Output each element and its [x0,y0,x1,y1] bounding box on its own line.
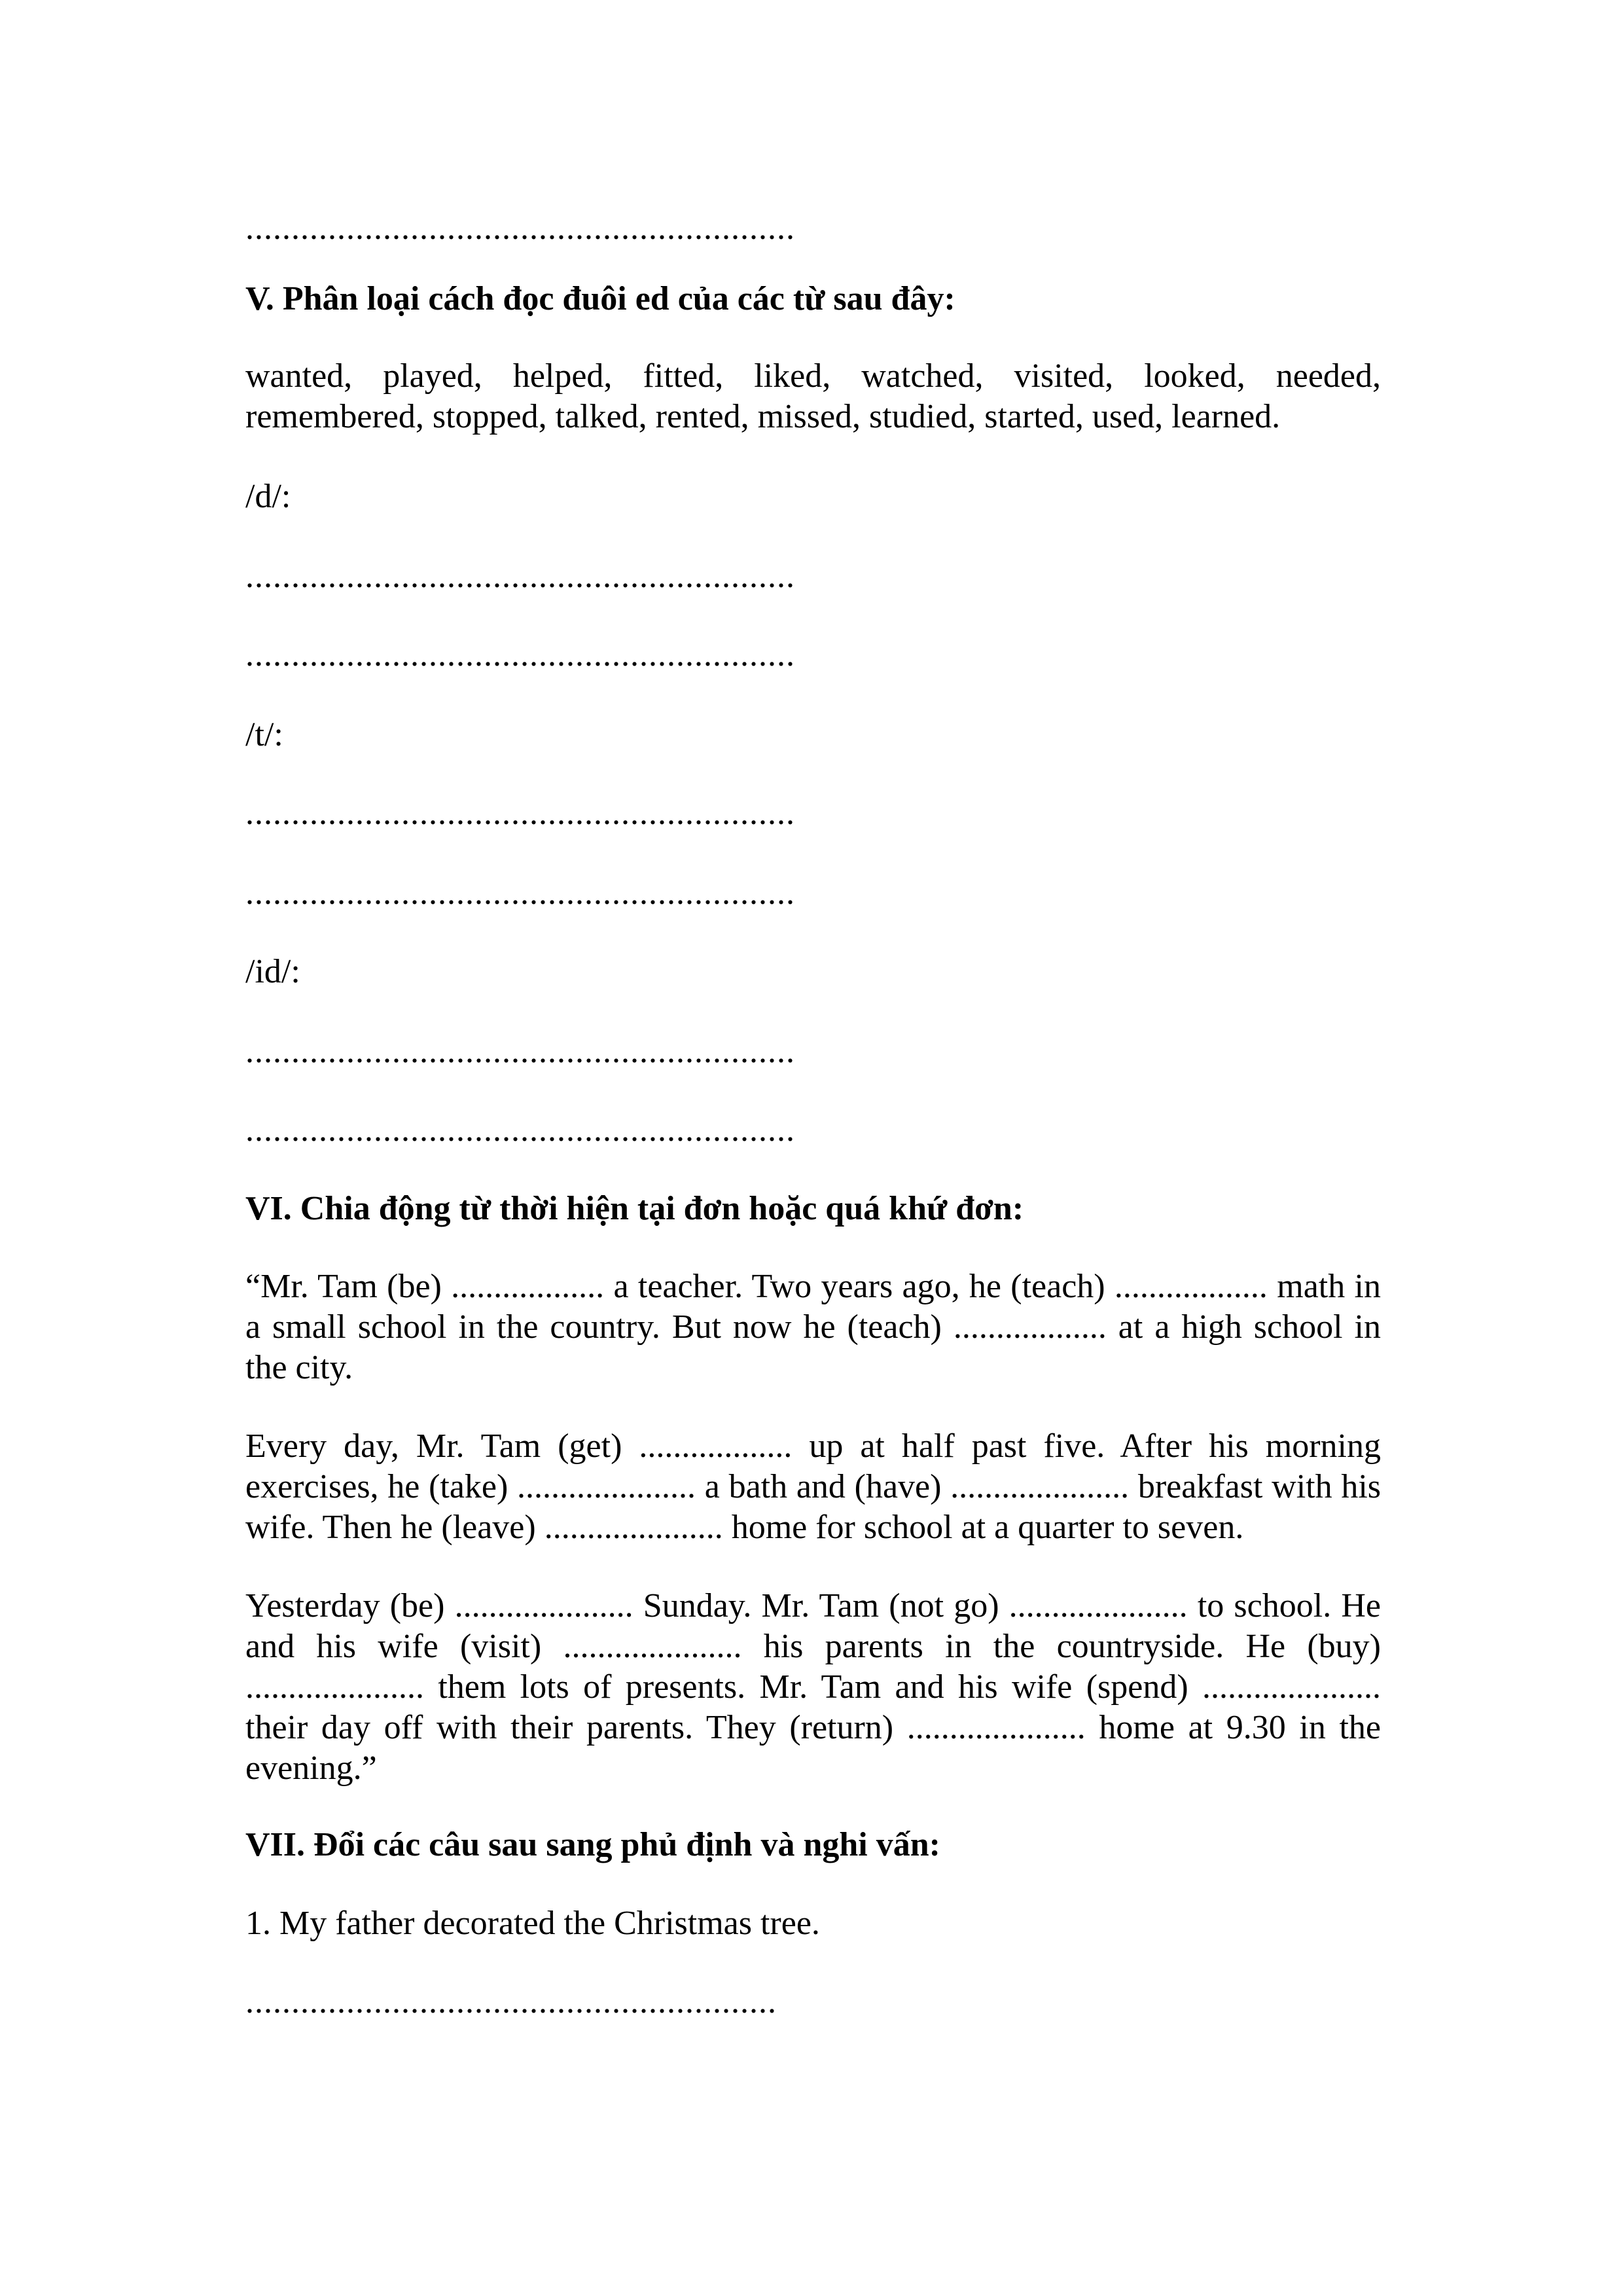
answer-line: ............................................................ [245,795,795,832]
paragraph: Yesterday (be) ..................... Sunday. Mr. Tam (not go) ..................... to school. He and his wife (visit) ..................... his parents in the countryside. He (buy) ..................... them lots of presents. Mr. Tam and his wife (spend) ..................... their day off with their parents. They (return) ..................... home at 9.30 in the evening.” [245,1587,1381,1787]
group-label-d: /d/: [245,478,291,515]
answer-line: ............................................................ [245,1033,795,1070]
paragraph: Every day, Mr. Tam (get) .................. up at half past five. After his morning exercises, he (take) ..................... a bath and (have) ..................... breakfast with his wife. Then he (leave) ..................... home for school at a quarter to seven. [245,1427,1381,1546]
section-vii-heading: VII. Đổi các câu sau sang phủ định và nghi vấn: [245,1826,940,1863]
paragraph: “Mr. Tam (be) .................. a teacher. Two years ago, he (teach) .................. math in a small school in the country. But now he (teach) .................. at a high school in the city. [245,1268,1381,1386]
section-v-heading: V. Phân loại cách đọc đuôi ed của các từ sau đây: [245,280,955,317]
word-list: wanted, played, helped, fitted, liked, watched, visited, looked, needed, remembered, stopped, talked, rented, missed, studied, started, used, learned. [245,357,1381,435]
section-vi-heading: VI. Chia động từ thời hiện tại đơn hoặc quá khứ đơn: [245,1190,1024,1227]
answer-line: ............................................................ [245,1111,795,1149]
exercise-sentence: 1. My father decorated the Christmas tree. [245,1905,820,1942]
answer-line: ............................................................ [245,874,795,912]
answer-line: .......................................................... [245,1983,777,2020]
answer-line: ............................................................ [245,209,795,247]
answer-line: ............................................................ [245,558,795,595]
group-label-id: /id/: [245,953,300,990]
group-label-t: /t/: [245,716,283,753]
answer-line: ............................................................ [245,636,795,673]
